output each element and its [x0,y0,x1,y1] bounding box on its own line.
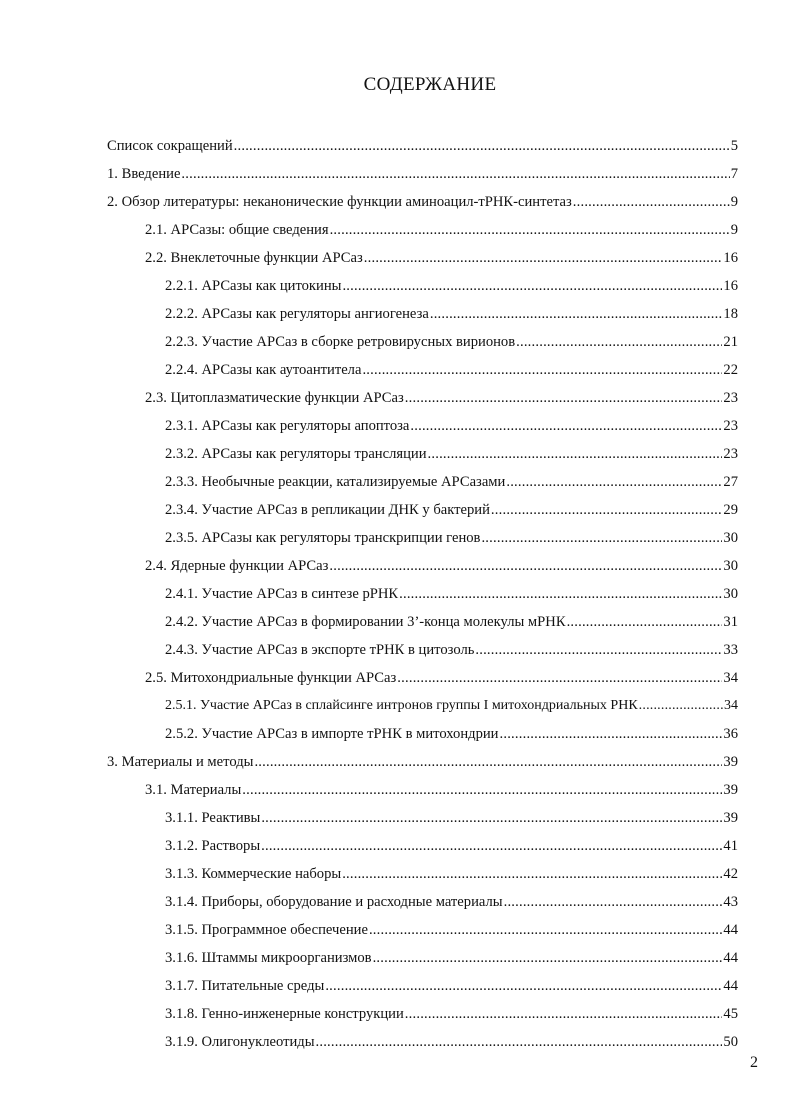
toc-entry[interactable] [165,808,738,828]
toc-entry-page: 43 [723,894,738,910]
toc-entry[interactable] [165,920,738,940]
toc-entry[interactable] [145,780,738,800]
toc-entry-label: 2.2. Внеклеточные функции АРСаз [145,250,363,266]
dot-leader [506,472,722,492]
page-number: 2 [750,1054,758,1071]
toc-entry-label: 3.1.4. Приборы, оборудование и расходные материалы [165,894,503,910]
toc-entry-label: 3.1. Материалы [145,782,242,798]
toc-entry-label: 3.1.9. Олигонуклеотиды [165,1034,315,1050]
toc-entry-page: 42 [723,866,738,882]
toc-entry-label: 2.5.1. Участие АРСаз в сплайсинге интронов группы I митохондриальных РНК [165,698,638,713]
toc-entry-label: 2.5. Митохондриальные функции АРСаз [145,670,397,686]
dot-leader [242,780,722,800]
toc-entry-label: 2.5.2. Участие АРСаз в импорте тРНК в митохондрии [165,726,499,742]
dot-leader [316,1032,723,1052]
toc-entry[interactable] [145,248,738,268]
toc-entry-label: 2.3.2. АРСазы как регуляторы трансляции [165,446,427,462]
toc-entry[interactable] [165,864,738,884]
dot-leader [325,976,722,996]
dot-leader [373,948,723,968]
dot-leader [491,500,722,520]
toc-entry-page: 31 [723,614,738,630]
dot-leader [234,136,730,156]
toc-entry-page: 39 [723,810,738,826]
toc-entry-page: 23 [723,446,738,462]
toc-entry-label: 2.2.4. АРСазы как аутоантитела [165,362,362,378]
toc-entry[interactable] [107,752,738,772]
toc-entry-page: 36 [723,726,738,742]
dot-leader [261,836,722,856]
toc-entry[interactable] [165,472,738,492]
toc-entry-label: 2.4.1. Участие АРСаз в синтезе рРНК [165,586,399,602]
toc-entry-label: 1. Введение [107,166,181,182]
toc-entry-label: 2.3. Цитоплазматические функции АРСаз [145,390,404,406]
dot-leader [573,192,730,212]
dot-leader [481,528,722,548]
dot-leader [362,360,722,380]
toc-entry[interactable] [165,304,738,324]
toc-entry-page: 34 [724,698,738,713]
toc-entry[interactable] [145,220,738,240]
toc-entry-label: 3.1.2. Растворы [165,838,261,854]
toc-entry[interactable] [165,696,738,716]
dot-leader [181,164,729,184]
dot-leader [254,752,722,772]
toc-entry[interactable] [165,500,738,520]
toc-entry[interactable] [165,360,738,380]
toc-entry-label: 3. Материалы и методы [107,754,254,770]
dot-leader [369,920,722,940]
toc-entry-page: 30 [723,530,738,546]
toc-entry-label: 2. Обзор литературы: неканонические функции аминоацил-тРНК-синтетаз [107,194,572,210]
toc-entry[interactable] [165,584,738,604]
toc-entry-page: 27 [723,474,738,490]
toc-entry-page: 44 [723,922,738,938]
toc-entry-page: 23 [723,418,738,434]
toc-entry-page: 30 [723,558,738,574]
dot-leader [342,276,722,296]
toc-entry-label: 3.1.5. Программное обеспечение [165,922,368,938]
toc-entry[interactable] [107,136,738,156]
toc-entry[interactable] [165,892,738,912]
toc-entry-page: 33 [723,642,738,658]
dot-leader [329,556,722,576]
dot-leader [410,416,722,436]
toc-entry[interactable] [165,724,738,744]
toc-entry-page: 23 [723,390,738,406]
toc-entry-label: 2.4. Ядерные функции АРСаз [145,558,329,574]
toc-entry[interactable] [145,388,738,408]
toc-entry-page: 50 [723,1034,738,1050]
toc-entry-page: 39 [723,754,738,770]
toc-entry-page: 39 [723,782,738,798]
toc-entry-label: 2.4.3. Участие АРСаз в экспорте тРНК в цитозоль [165,642,475,658]
toc-entry-label: 3.1.3. Коммерческие наборы [165,866,342,882]
toc-entry-label: 2.1. АРСазы: общие сведения [145,222,329,238]
toc-entry[interactable] [165,640,738,660]
toc-entry-label: Список сокращений [107,138,233,154]
toc-entry-label: 2.3.1. АРСазы как регуляторы апоптоза [165,418,410,434]
toc-entry-label: 3.1.6. Штаммы микроорганизмов [165,950,372,966]
toc-entry-label: 3.1.1. Реактивы [165,810,261,826]
toc-entry[interactable] [165,416,738,436]
toc-entry[interactable] [165,612,738,632]
toc-entry-page: 16 [723,250,738,266]
toc-entry-label: 2.3.5. АРСазы как регуляторы транскрипции генов [165,530,481,546]
toc-entry[interactable] [145,668,738,688]
dot-leader [504,892,723,912]
dot-leader [342,864,722,884]
dot-leader [405,1004,723,1024]
dot-leader [639,696,723,716]
dot-leader [397,668,722,688]
toc-entry-label: 2.3.3. Необычные реакции, катализируемые АРСазами [165,474,506,490]
toc-entry[interactable] [165,836,738,856]
dot-leader [500,724,723,744]
toc-entry-label: 3.1.8. Генно-инженерные конструкции [165,1006,404,1022]
dot-leader [261,808,722,828]
dot-leader [330,220,730,240]
toc-entry[interactable] [165,976,738,996]
toc-entry-page: 9 [730,194,738,210]
dot-leader [364,248,723,268]
toc-entry-label: 2.2.1. АРСазы как цитокины [165,278,342,294]
dot-leader [405,388,723,408]
dot-leader [475,640,722,660]
toc-entry-page: 21 [723,334,738,350]
toc-entry-label: 3.1.7. Питательные среды [165,978,325,994]
dot-leader [430,304,723,324]
toc-entry-page: 7 [730,166,738,182]
toc-entry-label: 2.2.2. АРСазы как регуляторы ангиогенеза [165,306,429,322]
toc-entry[interactable] [165,1032,738,1052]
toc-entry[interactable] [107,164,738,184]
toc-entry[interactable] [145,556,738,576]
toc-entry-page: 16 [723,278,738,294]
toc-entry-page: 44 [723,950,738,966]
toc-entry-page: 45 [723,1006,738,1022]
toc-entry[interactable] [165,332,738,352]
toc-entry-page: 41 [723,838,738,854]
toc-entry[interactable] [165,948,738,968]
dot-leader [516,332,722,352]
dot-leader [399,584,722,604]
page-title: СОДЕРЖАНИЕ [363,74,497,95]
toc-entry-page: 5 [730,138,738,154]
toc-entry[interactable] [165,1004,738,1024]
toc-entry[interactable] [165,444,738,464]
toc-entry-page: 44 [723,978,738,994]
toc-entry-label: 2.2.3. Участие АРСаз в сборке ретровирусных вирионов [165,334,516,350]
toc-entry[interactable] [165,276,738,296]
toc-entry-page: 29 [723,502,738,518]
toc-entry-page: 18 [723,306,738,322]
toc-entry-page: 9 [730,222,738,238]
dot-leader [428,444,723,464]
toc-entry-page: 34 [723,670,738,686]
toc-entry-page: 22 [723,362,738,378]
toc-entry-label: 2.4.2. Участие АРСаз в формировании 3’-конца молекулы мРНК [165,614,566,630]
toc-entry-page: 30 [723,586,738,602]
toc-entry-label: 2.3.4. Участие АРСаз в репликации ДНК у бактерий [165,502,490,518]
dot-leader [567,612,723,632]
toc-entry[interactable] [107,192,738,212]
toc-entry[interactable] [165,528,738,548]
